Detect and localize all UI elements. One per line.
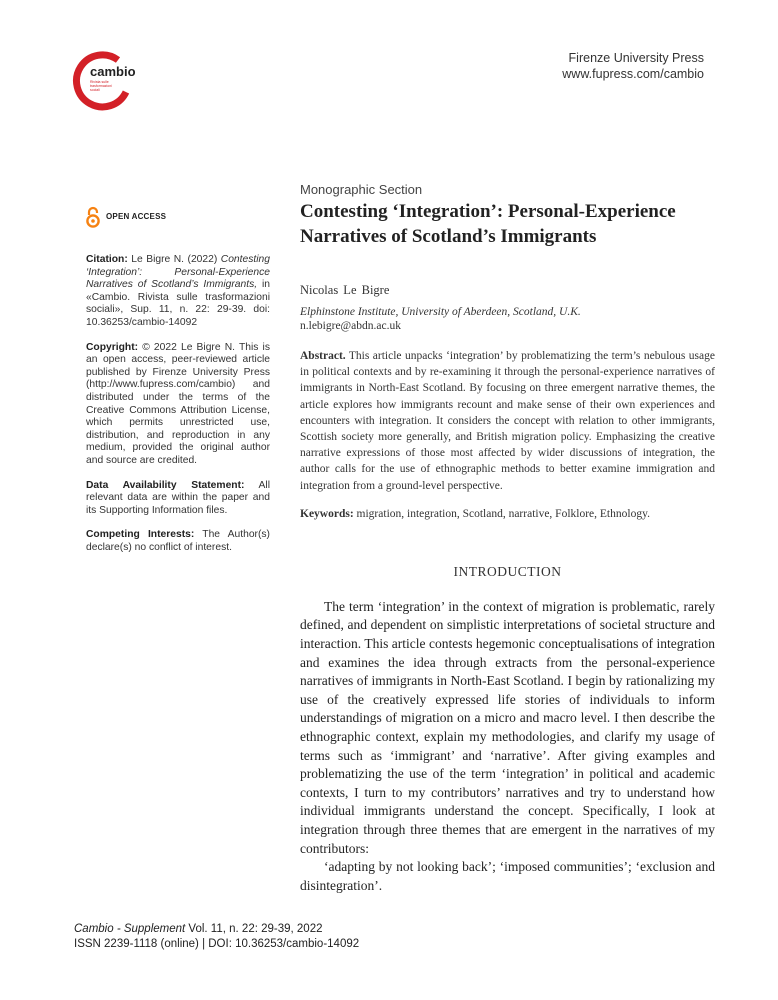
- keywords: [300, 508, 715, 520]
- copyright-label: Copyright:: [86, 341, 139, 353]
- publisher-url[interactable]: www.fupress.com/cambio: [562, 67, 704, 81]
- competing-interests-label: Competing Interests:: [86, 529, 195, 541]
- article-main: [300, 182, 715, 895]
- logo-wordmark: cambio: [90, 64, 136, 79]
- introduction-heading: INTRODUCTION: [453, 563, 562, 579]
- body-paragraph: ‘adapting by not looking back’; ‘imposed communities’; ‘exclusion and disintegration’.: [300, 859, 715, 893]
- body-paragraph: The term ‘integration’ in the context of migration is problematic, rarely defined, and dependent on simplistic interpretations of societal structure and interaction. This article contests hegemonic conceptualisations of integration and examines the idea through extracts from the personal-experience narratives of immigrants in North-East Scotland. I begin by rationalizing my use of the creatively expressed life stories of individuals to inform understandings of migration on a micro and macro level. I then describe the ethnographic context, explain my methodologies, and clarify my usage of terms such as ‘immigrant’ and ‘narrative’. After giving examples and problematizing the use of the term ‘integration’ in political and academic contexts, I turn to my contributors’ narratives and try to understand how individual immigrants understand the concept. Specifically, I look at integration through three themes that are emergent in the narratives of my contributors:: [300, 598, 715, 856]
- page-footer: [74, 922, 359, 952]
- open-access-label: OPEN ACCESS: [106, 211, 167, 221]
- competing-interests-block: [86, 529, 270, 554]
- citation-title: Contesting ‘Integration’: Personal-Experience Narratives of Scotland’s Immigrants,: [86, 254, 270, 291]
- copyright-text: © 2022 Le Bigre N. This is an open access, peer-reviewed article published by Firenze University Press (http://www.fupress.com/cambio) and distributed under the terms of the Creative Commons Attribution License, which permits unrestricted use, distribution, and reproduction in any medium, provided the original author and source are credited.: [86, 341, 270, 466]
- citation-pre: Le Bigre N. (2022): [127, 254, 221, 265]
- article-sidebar: [86, 206, 270, 566]
- data-availability-label: Data Availability Statement:: [86, 479, 245, 491]
- author-email[interactable]: n.lebigre@abdn.ac.uk: [300, 320, 401, 332]
- author-affiliation: Elphinstone Institute, University of Aberdeen, Scotland, U.K.: [300, 306, 581, 318]
- article-author: Nicolas Le Bigre: [300, 283, 390, 297]
- logo-subtitle: Rivista sulle trasformazioni sociali: [90, 80, 112, 92]
- footer-journal-line: [74, 922, 359, 937]
- article-title: Contesting ‘Integration’: Personal-Experience Narratives of Scotland’s Immigrants: [300, 201, 676, 247]
- journal-volume: Vol. 11, n. 22: 29-39, 2022: [185, 923, 323, 935]
- section-label: Monographic Section: [300, 182, 423, 197]
- competing-interests-text: The Author(s) declare(s) no conflict of interest.: [86, 529, 270, 553]
- publisher-info: [562, 50, 704, 82]
- publisher-name: Firenze University Press: [568, 51, 704, 65]
- abstract: [300, 348, 715, 494]
- introduction-body: [300, 598, 715, 896]
- journal-name: Cambio - Supplement: [74, 923, 186, 935]
- footer-issn: ISSN 2239-1118 (online) | DOI: 10.36253/cambio-14092: [74, 938, 360, 950]
- keywords-label: Keywords:: [300, 507, 354, 520]
- keywords-text: migration, integration, Scotland, narrative, Folklore, Ethnology.: [353, 507, 650, 520]
- data-availability-block: [86, 480, 270, 518]
- citation-label: Citation:: [86, 254, 128, 265]
- abstract-label: Abstract.: [300, 350, 346, 362]
- abstract-text: This article unpacks ‘integration’ by problematizing the term’s nebulous usage in political contexts and by re-examining it through the personal-experience narratives of immigrants in North-East Scotland. By focusing on three emergent narrative themes, the article explores how immigrants recount and make sense of their own experiences and encounters with integration. It considers the concept with relation to other immigrants, Scottish society more generally, and British migration policy. Emphasizing the creative narrative expressions of those most affected by wider discussions of integration, the author calls for the use of ethnographic methods to better examine immigration and integration from a ground-level perspective.: [300, 350, 715, 492]
- copyright-block: [86, 342, 270, 468]
- citation-block: [86, 254, 270, 330]
- data-availability-text: All relevant data are within the paper and its Supporting Information files.: [86, 479, 270, 516]
- open-access-badge: [86, 206, 270, 228]
- citation-post: in «Cambio. Rivista sulle trasformazioni sociali», Sup. 11, n. 22: 29-39. doi: 10.36253/cambio-14092: [86, 279, 270, 328]
- open-access-lock-icon: [86, 206, 100, 228]
